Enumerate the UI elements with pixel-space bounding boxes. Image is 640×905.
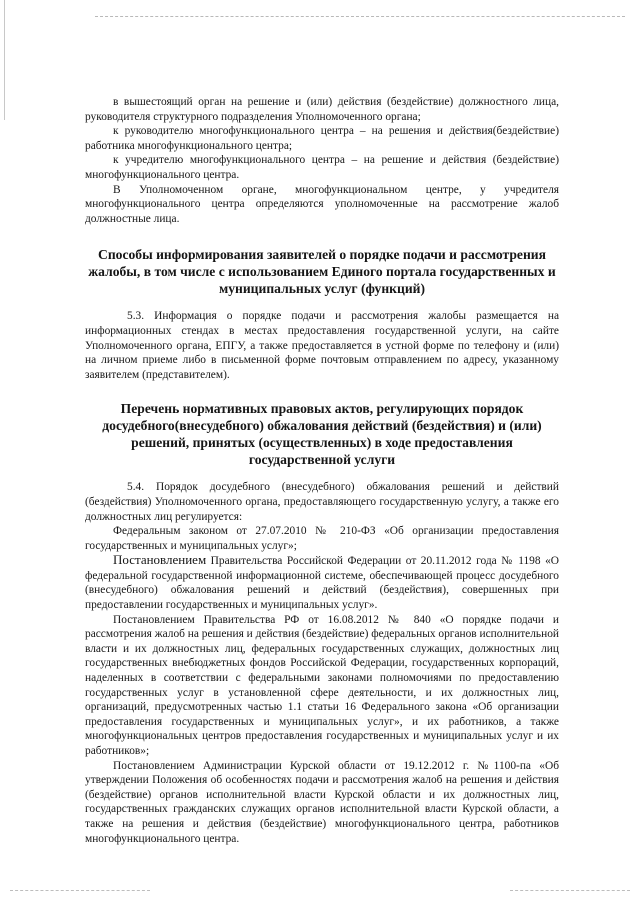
paragraph-kursk-resolution-1100: Постановлением Администрации Курской области от 19.12.2012 г. №1100-па «Об утверждении Положения об особенностях подачи и рассмотрения жалоб на решения и действия (бездействие) органов исполнительной власти Курской области и их должностных лиц, государственных гражданских служащих органов исполнительной власти Курской области, а также на решения и действия (бездействие) многофункционального центра, работников многофункционального центра. [85, 759, 559, 845]
scan-edge-left [4, 0, 5, 120]
scan-edge-top [95, 16, 625, 17]
paragraph-resolution-1198 [85, 553, 559, 612]
paragraph-5-3: 5.3. Информация о порядке подачи и рассмотрения жалобы размещается на информационных стендах в местах предоставления государственной услуги, на сайте Уполномоченного органа, ЕПГУ, а также предоставляется в устной форме по телефону и (или) на личном приеме либо в письменной форме почтовым отправлением по адресу, указанному заявителем (представителем). [85, 310, 559, 381]
paragraph-appeal-higher-body: в вышестоящий орган на решение и (или) действия (бездействие) должностного лица, руководителя структурного подразделения Уполномоченного органа; [85, 96, 559, 123]
scan-edge-bottom-left [10, 890, 150, 891]
paragraph-authorized-officials: В Уполномоченном органе, многофункциональном центре, у учредителя многофункционального центра определяются уполномоченные на рассмотрение жалоб должностные лица. [85, 183, 559, 225]
scan-edge-bottom-right [510, 890, 630, 891]
paragraph-federal-law-210: Федеральным законом от 27.07.2010 № 210-ФЗ «Об организации предоставления государственных и муниципальных услуг»; [85, 525, 559, 552]
resolution-1198-lead: Постановлением [113, 552, 207, 568]
paragraph-appeal-mfc-head: к руководителю многофункционального центра – на решения и действия(бездействие) работника многофункционального центра; [85, 125, 559, 152]
heading-informing-methods: Способы информирования заявителей о порядке подачи и рассмотрения жалобы, в том числе с использованием Единого портала государственных и муниципальных услуг (функций) [88, 247, 556, 297]
heading-legal-acts: Перечень нормативных правовых актов, регулирующих порядок досудебного(внесудебного) обжалования действий (бездействия) и (или) решений, принятых (осуществленных) в ходе предоставления государственной услуги [102, 401, 542, 468]
document-page [85, 95, 559, 846]
paragraph-5-4: 5.4. Порядок досудебного (внесудебного) обжалования решений и действий (бездействия) Уполномоченного органа, предоставляющего государственную услугу, а также его должностных лиц регулируется: [85, 481, 559, 523]
paragraph-resolution-840: Постановлением Правительства РФ от 16.08.2012 № 840 «О порядке подачи и рассмотрения жалоб на решения и действия (бездействие) федеральных органов исполнительной власти и их должностных лиц, федеральных государственных служащих, должностных лиц государственных внебюджетных фондов Российской Федерации, государственных корпораций, наделенных в соответствии с федеральными законами полномочиями по предоставлению государственных услуг в установленной сфере деятельности, и их должностных лиц, организаций, предусмотренных частью 1.1 статьи 16 Федерального закона «Об организации предоставления государственных и муниципальных услуг», и их работников, а также многофункциональных центров предоставления государственных и муниципальных услуг и их работников»; [85, 613, 559, 757]
paragraph-appeal-mfc-founder: к учредителю многофункционального центра – на решение и действия (бездействие) многофункционального центра. [85, 154, 559, 181]
resolution-1198-body: Правительства Российской Федерации от 20.11.2012 года № 1198 «О федеральной государственной информационной системе, обеспечивающей процесс досудебного (внесудебного) обжалования решений и действий (бездействия), совершенных при предоставлении государственных и муниципальных услуг». [85, 555, 559, 612]
